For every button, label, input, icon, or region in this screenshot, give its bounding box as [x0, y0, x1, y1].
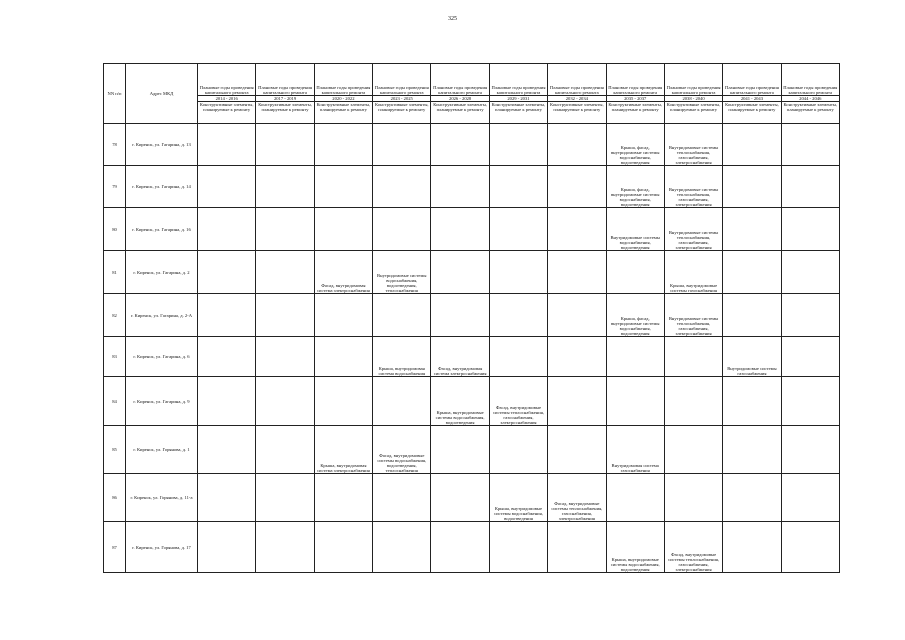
row-number: 82	[104, 294, 126, 337]
repair-elements-cell	[256, 124, 314, 166]
repair-elements-cell	[431, 166, 489, 208]
repair-elements-cell	[781, 294, 839, 337]
header-row-period	[104, 64, 840, 96]
table-row	[104, 208, 840, 251]
header-year: 2035 - 2037	[606, 96, 664, 102]
repair-elements-cell	[781, 426, 839, 474]
table-body	[104, 124, 840, 573]
repair-elements-cell	[664, 208, 722, 251]
header-period: Плановые годы проведения капитального ремонта	[314, 64, 372, 96]
repair-elements-cell	[664, 474, 722, 522]
repair-elements-cell	[431, 208, 489, 251]
repair-elements-cell	[664, 251, 722, 294]
header-period: Плановые годы проведения капитального ремонта	[256, 64, 314, 96]
repair-elements-cell	[198, 522, 256, 573]
header-elements: Конструктивные элементы, планируемые к ремонту	[314, 102, 372, 124]
repair-elements-cell	[606, 337, 664, 377]
repair-elements-text: Внутридомовые системы водоснабжения, водоотведения, теплоснабжения	[377, 272, 427, 293]
header-elements: Конструктивные элементы, планируемые к ремонту	[664, 102, 722, 124]
header-year: 2020 - 2022	[314, 96, 372, 102]
repair-elements-text: Внутридомовые системы водоснабжения, водоотведения	[610, 234, 660, 250]
table-row	[104, 251, 840, 294]
repair-elements-cell	[256, 377, 314, 426]
repair-elements-cell	[431, 251, 489, 294]
repair-elements-cell	[664, 337, 722, 377]
repair-elements-cell	[548, 124, 606, 166]
repair-elements-cell	[664, 426, 722, 474]
row-address: г. Киренск, ул. Гагарина, д. 6	[126, 337, 198, 377]
repair-elements-text: Крыша, фасад, внутридомовые системы водоснабжения, водоотведения	[610, 315, 660, 336]
repair-elements-cell	[606, 251, 664, 294]
header-period: Плановые годы проведения капитального ремонта	[781, 64, 839, 96]
repair-elements-cell	[198, 251, 256, 294]
repair-elements-cell	[431, 522, 489, 573]
repair-elements-cell	[256, 522, 314, 573]
row-number: 87	[104, 522, 126, 573]
header-period: Плановые годы проведения капитального ремонта	[431, 64, 489, 96]
repair-elements-cell	[314, 377, 372, 426]
header-year: 2029 - 2031	[489, 96, 547, 102]
repair-elements-cell	[723, 337, 781, 377]
repair-elements-cell	[781, 208, 839, 251]
repair-elements-text: Внутридомовые системы теплоснабжения, газоснабжения, электроснабжения	[668, 186, 719, 207]
repair-elements-cell	[606, 426, 664, 474]
repair-elements-cell	[723, 208, 781, 251]
repair-elements-text: Крыша, внутридомовые системы водоснабжения, водоотведения	[435, 409, 485, 425]
repair-elements-cell	[489, 124, 547, 166]
row-number: 84	[104, 377, 126, 426]
repair-elements-cell	[314, 208, 372, 251]
row-address: г. Киренск, ул. Горянова, д. 11-а	[126, 474, 198, 522]
row-number: 81	[104, 251, 126, 294]
header-period: Плановые годы проведения капитального ремонта	[198, 64, 256, 96]
repair-elements-cell	[606, 522, 664, 573]
table-row	[104, 124, 840, 166]
header-elements: Конструктивные элементы, планируемые к ремонту	[548, 102, 606, 124]
header-year: 2026 - 2028	[431, 96, 489, 102]
repair-elements-cell	[314, 426, 372, 474]
repair-elements-cell	[548, 377, 606, 426]
header-period: Плановые годы проведения капитального ремонта	[548, 64, 606, 96]
header-year: 2044 - 2046	[781, 96, 839, 102]
repair-elements-cell	[198, 166, 256, 208]
repair-elements-cell	[781, 522, 839, 573]
repair-elements-cell	[606, 166, 664, 208]
table-row	[104, 377, 840, 426]
row-address: г. Киренск, ул. Гагарина, д. 2-А	[126, 294, 198, 337]
repair-elements-cell	[373, 377, 431, 426]
repair-elements-text: Внутридомовая система газоснабжения	[611, 462, 659, 473]
repair-elements-cell	[489, 377, 547, 426]
header-year: 2041 - 2043	[723, 96, 781, 102]
repair-elements-cell	[256, 251, 314, 294]
row-address: г. Киренск, ул. Гагарина, д. 9	[126, 377, 198, 426]
repair-elements-cell	[373, 251, 431, 294]
repair-elements-cell	[198, 474, 256, 522]
header-elements: Конструктивные элементы, планируемые к ремонту	[198, 102, 256, 124]
row-number: 86	[104, 474, 126, 522]
header-period: Плановые годы проведения капитального ремонта	[489, 64, 547, 96]
repair-elements-cell	[431, 294, 489, 337]
repair-elements-cell	[431, 426, 489, 474]
repair-elements-text: Фасад, внутридомовые системы теплоснабжения, газоснабжения, электроснабжения	[668, 551, 720, 572]
repair-elements-cell	[373, 124, 431, 166]
repair-elements-cell	[373, 166, 431, 208]
row-number: 78	[104, 124, 126, 166]
repair-elements-cell	[198, 426, 256, 474]
repair-elements-text: Фасад, внутридомовые системы теплоснабжения, газоснабжения, электроснабжения	[551, 500, 603, 521]
repair-elements-cell	[489, 166, 547, 208]
repair-elements-cell	[489, 294, 547, 337]
repair-elements-cell	[489, 251, 547, 294]
repair-elements-cell	[664, 294, 722, 337]
repair-elements-cell	[489, 208, 547, 251]
repair-elements-cell	[489, 426, 547, 474]
repair-elements-cell	[548, 426, 606, 474]
repair-elements-cell	[664, 522, 722, 573]
repair-elements-cell	[489, 337, 547, 377]
repair-elements-cell	[198, 124, 256, 166]
header-year: 2023 - 2025	[373, 96, 431, 102]
header-address: Адрес МКД	[126, 64, 198, 124]
repair-elements-cell	[723, 474, 781, 522]
row-address: г. Киренск, ул. Гагарина, д. 16	[126, 208, 198, 251]
repair-elements-cell	[781, 166, 839, 208]
repair-elements-cell	[781, 377, 839, 426]
repair-elements-cell	[548, 474, 606, 522]
table-row	[104, 474, 840, 522]
repair-elements-cell	[198, 337, 256, 377]
repair-elements-text: Крыша, фасад, внутридомовые системы водоснабжения, водоотведения	[610, 186, 660, 207]
row-number: 80	[104, 208, 126, 251]
repair-elements-cell	[314, 166, 372, 208]
repair-elements-cell	[664, 377, 722, 426]
repair-elements-cell	[256, 426, 314, 474]
repair-elements-cell	[256, 208, 314, 251]
table-row	[104, 522, 840, 573]
repair-elements-text: Крыша, внутридомовая система водоснабжения	[378, 365, 426, 376]
header-year: 2038 - 2040	[664, 96, 722, 102]
row-address: г. Киренск, ул. Горянова, д. 17	[126, 522, 198, 573]
header-period: Плановые годы проведения капитального ремонта	[606, 64, 664, 96]
row-address: г. Киренск, ул. Гагарина, д. 14	[126, 166, 198, 208]
header-elements: Конструктивные элементы, планируемые к ремонту	[431, 102, 489, 124]
repair-elements-cell	[606, 208, 664, 251]
header-elements: Конструктивные элементы, планируемые к ремонту	[723, 102, 781, 124]
header-elements: Конструктивные элементы, планируемые к ремонту	[606, 102, 664, 124]
row-address: г. Киренск, ул. Гагарина, д. 2	[126, 251, 198, 294]
header-period: Плановые годы проведения капитального ремонта	[664, 64, 722, 96]
repair-elements-cell	[781, 124, 839, 166]
row-number: 79	[104, 166, 126, 208]
repair-elements-text: Фасад, внутридомовые системы водоснабжения, водоотведения, теплоснабжения	[377, 452, 427, 473]
header-elements: Конструктивные элементы, планируемые к ремонту	[256, 102, 314, 124]
repair-elements-cell	[548, 337, 606, 377]
repair-elements-cell	[314, 337, 372, 377]
repair-elements-text: Фасад, внутридомовые системы теплоснабжения, газоснабжения, электроснабжения	[492, 404, 544, 425]
repair-elements-cell	[314, 124, 372, 166]
repair-elements-cell	[489, 522, 547, 573]
repair-elements-text: Внутридомовые системы теплоснабжения, газоснабжения, электроснабжения	[668, 315, 719, 336]
repair-elements-cell	[198, 377, 256, 426]
repair-elements-text: Внутридомовые системы теплоснабжения, газоснабжения, электроснабжения	[668, 144, 719, 165]
repair-elements-cell	[373, 294, 431, 337]
table-row	[104, 294, 840, 337]
repair-elements-cell	[781, 337, 839, 377]
repair-elements-cell	[256, 337, 314, 377]
repair-elements-cell	[373, 337, 431, 377]
table-row	[104, 337, 840, 377]
repair-elements-cell	[373, 474, 431, 522]
capital-repair-plan-table	[103, 63, 840, 573]
repair-elements-cell	[314, 294, 372, 337]
repair-elements-cell	[548, 522, 606, 573]
repair-elements-cell	[198, 208, 256, 251]
repair-elements-text: Фасад, внутридомовая система электроснабжения	[433, 365, 487, 376]
repair-elements-cell	[256, 474, 314, 522]
repair-elements-cell	[723, 251, 781, 294]
header-period: Плановые годы проведения капитального ремонта	[723, 64, 781, 96]
repair-elements-cell	[664, 166, 722, 208]
repair-elements-text: Внутридомовые системы теплоснабжения, газоснабжения, электроснабжения	[668, 229, 719, 250]
repair-elements-cell	[431, 377, 489, 426]
repair-elements-text: Крыша, внутридомовые системы газоснабжения	[670, 282, 718, 293]
header-year: 2017 - 2019	[256, 96, 314, 102]
header-period: Плановые годы проведения капитального ремонта	[373, 64, 431, 96]
repair-elements-cell	[314, 251, 372, 294]
header-nn: NN п/п	[104, 64, 126, 124]
repair-elements-cell	[781, 474, 839, 522]
repair-elements-cell	[723, 166, 781, 208]
repair-elements-cell	[723, 426, 781, 474]
repair-elements-cell	[431, 124, 489, 166]
repair-elements-cell	[314, 522, 372, 573]
header-elements: Конструктивные элементы, планируемые к ремонту	[373, 102, 431, 124]
page-number: 325	[448, 16, 457, 22]
repair-elements-cell	[723, 124, 781, 166]
row-address: г. Киренск, ул. Горянова, д. 1	[126, 426, 198, 474]
repair-elements-cell	[373, 522, 431, 573]
repair-elements-cell	[606, 294, 664, 337]
repair-elements-cell	[723, 294, 781, 337]
repair-elements-cell	[431, 474, 489, 522]
repair-elements-cell	[198, 294, 256, 337]
row-number: 83	[104, 337, 126, 377]
repair-elements-cell	[664, 124, 722, 166]
repair-elements-cell	[548, 166, 606, 208]
repair-elements-cell	[606, 377, 664, 426]
repair-elements-cell	[548, 294, 606, 337]
repair-elements-cell	[723, 377, 781, 426]
repair-elements-cell	[431, 337, 489, 377]
repair-elements-cell	[256, 166, 314, 208]
repair-elements-cell	[606, 124, 664, 166]
header-year: 2014 - 2016	[198, 96, 256, 102]
row-number: 85	[104, 426, 126, 474]
header-row-elements	[104, 102, 840, 124]
repair-elements-cell	[548, 208, 606, 251]
repair-elements-cell	[781, 251, 839, 294]
header-year: 2032 - 2034	[548, 96, 606, 102]
repair-elements-cell	[314, 474, 372, 522]
repair-elements-text: Крыша, фасад, внутридомовые системы водоснабжения, водоотведения	[610, 144, 660, 165]
repair-elements-cell	[723, 522, 781, 573]
repair-elements-text: Крыша, внутридомовая система электроснабжения	[317, 462, 370, 473]
table-row	[104, 166, 840, 208]
header-elements: Конструктивные элементы, планируемые к ремонту	[781, 102, 839, 124]
repair-elements-text: Крыша, внутридомовые системы водоснабжения, водоотведения	[610, 556, 660, 572]
repair-elements-cell	[548, 251, 606, 294]
repair-elements-cell	[489, 474, 547, 522]
header-elements: Конструктивные элементы, планируемые к ремонту	[489, 102, 547, 124]
repair-elements-cell	[256, 294, 314, 337]
table-row	[104, 426, 840, 474]
repair-elements-text: Крыша, внутридомовые системы водоснабжения, водоотведения	[494, 505, 543, 521]
repair-elements-cell	[373, 208, 431, 251]
repair-elements-cell	[606, 474, 664, 522]
repair-elements-cell	[373, 426, 431, 474]
repair-elements-text: Фасад, внутридомовая система электроснабжения	[317, 282, 370, 293]
row-address: г. Киренск, ул. Гагарина, д. 13	[126, 124, 198, 166]
repair-elements-text: Внутридомовые системы газоснабжения	[727, 365, 777, 376]
